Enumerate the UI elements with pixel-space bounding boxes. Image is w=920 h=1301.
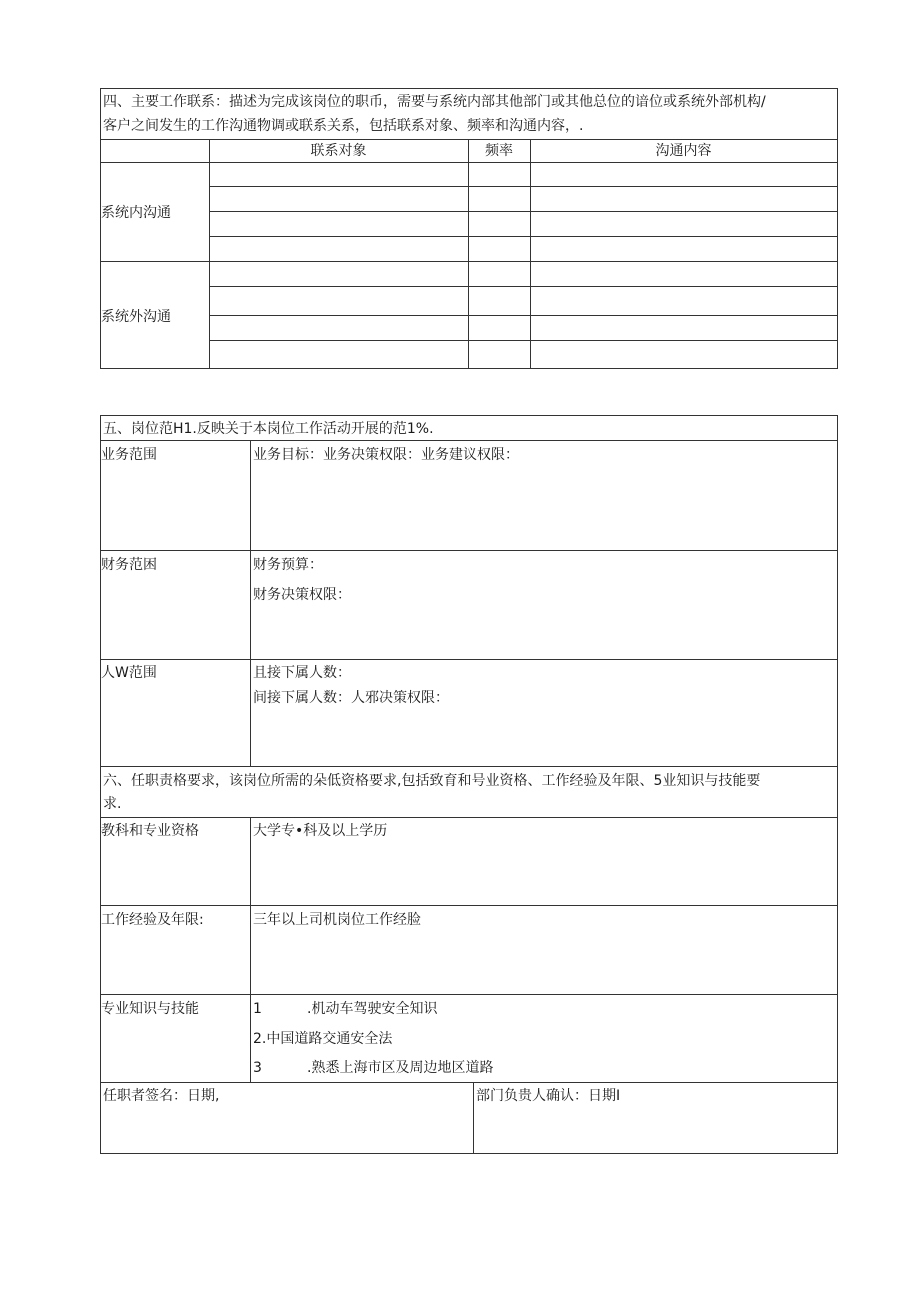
divider (101, 550, 837, 551)
skill-2-text: 2.中国道路交通安全法 (253, 1031, 393, 1047)
work-relations-table (100, 88, 838, 369)
finance-scope-label: 财务范困 (101, 557, 157, 573)
internal-communication-label: 系统内沟通 (101, 205, 171, 221)
divider (101, 659, 837, 660)
column-header-contact: 联系对象 (310, 143, 367, 159)
divider (209, 186, 837, 187)
divider (473, 1082, 474, 1153)
external-communication-label: 系统外沟通 (101, 309, 171, 325)
divider (101, 1082, 837, 1083)
divider (209, 315, 837, 316)
experience-label: 工作经验及年限: (101, 912, 204, 928)
skills-label: 专业知识与技能 (101, 1001, 199, 1017)
divider (209, 236, 837, 237)
education-label: 教科和专业资格 (101, 823, 199, 839)
divider (209, 340, 837, 341)
divider (101, 139, 837, 140)
divider (250, 817, 251, 1082)
position-scope-table (100, 415, 838, 1154)
divider (209, 139, 210, 368)
finance-budget: 财务预算： (253, 557, 323, 573)
section5-title: 五、岗位范H1.反映关于本岗位工作活动开展的范1%. (103, 421, 434, 437)
divider (209, 211, 837, 212)
hr-scope-label: 人W范围 (101, 665, 157, 681)
business-scope-label: 业务范围 (101, 447, 157, 463)
section6-title-line2: 求. (103, 796, 122, 812)
business-scope-content: 业务目标：业务决策权限：业务建议权限： (253, 447, 519, 463)
divider (101, 261, 837, 262)
skill-3-text: .熟悉上海市区及周边地区道路 (307, 1060, 494, 1076)
divider (101, 766, 837, 767)
column-header-frequency: 频率 (485, 143, 513, 159)
divider (250, 440, 251, 766)
divider (101, 994, 837, 995)
skill-1-number: 1 (253, 1001, 262, 1017)
divider (101, 162, 837, 163)
divider (101, 905, 837, 906)
divider (530, 139, 531, 368)
section4-title-line1: 四、主要工作联系：描述为完成该岗位的职币，需要与系统内部其他部门或其他总位的谙位或系统外部机构/ (103, 94, 766, 110)
divider (468, 139, 469, 368)
divider (101, 817, 837, 818)
skill-3-number: 3 (253, 1060, 262, 1076)
skill-1-text: .机动车驾驶安全知识 (307, 1001, 438, 1017)
section4-title-line2: 客户之间发生的工作沟通物调或联系关系，包括联系对象、频率和沟通内容，. (103, 118, 584, 134)
divider (209, 286, 837, 287)
experience-value: 三年以上司机岗位工作经脸 (253, 912, 421, 928)
column-header-content: 沟通内容 (655, 143, 712, 159)
manager-confirmation-date: 部门负贵人确认：日期I (476, 1088, 621, 1104)
education-value: 大学专•科及以上学历 (253, 823, 388, 839)
divider (101, 440, 837, 441)
employee-signature-date: 任职者签名：日期, (103, 1088, 220, 1104)
hr-direct-reports: 且接下属人数： (253, 665, 351, 681)
hr-indirect-reports: 间接下属人数：人邪决策权限： (253, 690, 449, 706)
section6-title-line1: 六、任职责格要求，该岗位所需的朵低资格要求,包括致育和号业资格、工作经验及年限、5业知识与技能要 (103, 773, 761, 789)
finance-authority: 财务决策权限： (253, 587, 351, 603)
